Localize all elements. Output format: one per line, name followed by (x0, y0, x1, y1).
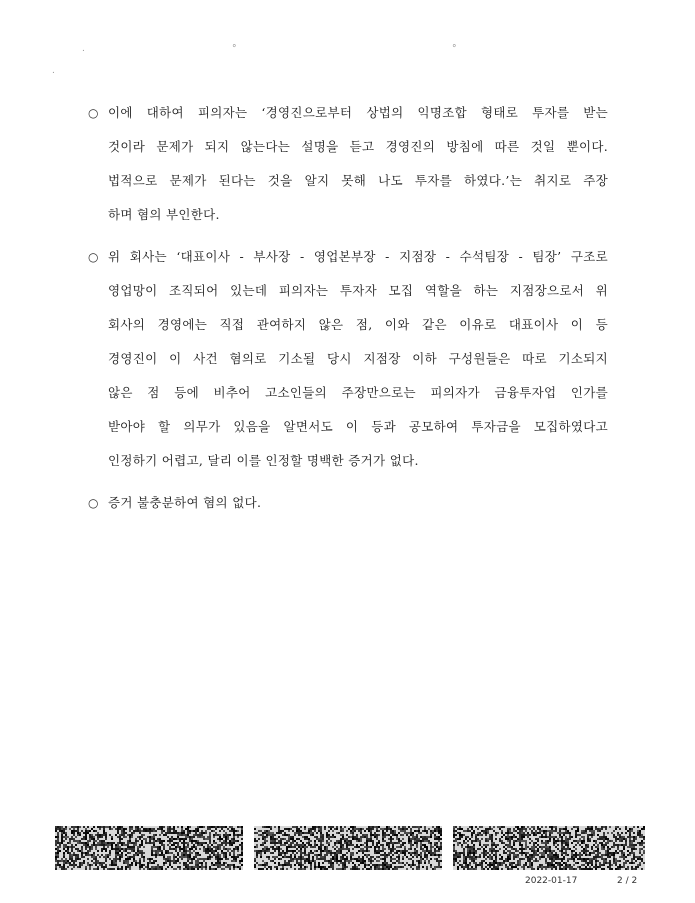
paragraph-line: 법적으로 문제가 된다는 것을 알지 못해 나도 투자를 하였다.’는 취지로 주장 (108, 173, 608, 188)
footer-date: 2022-01-17 (525, 876, 578, 886)
scan-speck: ° (232, 44, 237, 54)
bullet-circle-icon: ○ (88, 106, 99, 120)
scan-speck: . (52, 66, 55, 76)
scan-speck: . (82, 44, 85, 54)
paragraph-2 (88, 240, 608, 478)
document-body (88, 96, 608, 528)
barcode-pattern-2 (254, 826, 442, 870)
bullet-circle-icon: ○ (88, 250, 99, 264)
paragraph-line: 않은 점 등에 비추어 고소인들의 주장만으로는 피의자가 금융투자업 인가를 (108, 385, 608, 400)
paragraph-line: 하며 혐의 부인한다. (108, 207, 220, 222)
paragraph-line: 이에 대하여 피의자는 ‘경영진으로부터 상법의 익명조합 형태로 투자를 받는 (108, 105, 608, 120)
footer-page-number: 2 / 2 (617, 876, 638, 886)
paragraph-line: 받아야 할 의무가 있음을 알면서도 이 등과 공모하여 투자금을 모집하였다고 (108, 419, 608, 434)
bullet-circle-icon: ○ (88, 496, 99, 510)
scan-speck: ° (452, 44, 457, 54)
paragraph-line: 것이라 문제가 되지 않는다는 설명을 듣고 경영진의 방침에 따른 것일 뿐이다. (108, 139, 608, 154)
barcode-pattern-1 (55, 826, 243, 870)
paragraph-line: 회사의 경영에는 직접 관여하지 않은 점, 이와 같은 이유로 대표이사 이 등 (108, 317, 608, 332)
security-barcode-strip (55, 826, 645, 870)
paragraph-line: 위 회사는 ‘대표이사 - 부사장 - 영업본부장 - 지점장 - 수석팀장 - 팀장’ 구조로 (108, 249, 608, 264)
paragraph-line: 증거 불충분하여 혐의 없다. (108, 495, 262, 510)
paragraph-line: 경영진이 이 사건 혐의로 기소될 당시 지점장 이하 구성원들은 따로 기소되지 (108, 351, 608, 366)
paragraph-line: 영업망이 조직되어 있는데 피의자는 투자자 모집 역할을 하는 지점장으로서 위 (108, 283, 608, 298)
paragraph-3 (88, 486, 608, 520)
paragraph-line: 인정하기 어렵고, 달리 이를 인정할 명백한 증거가 없다. (108, 453, 419, 468)
paragraph-1 (88, 96, 608, 232)
barcode-pattern-3 (453, 826, 645, 870)
